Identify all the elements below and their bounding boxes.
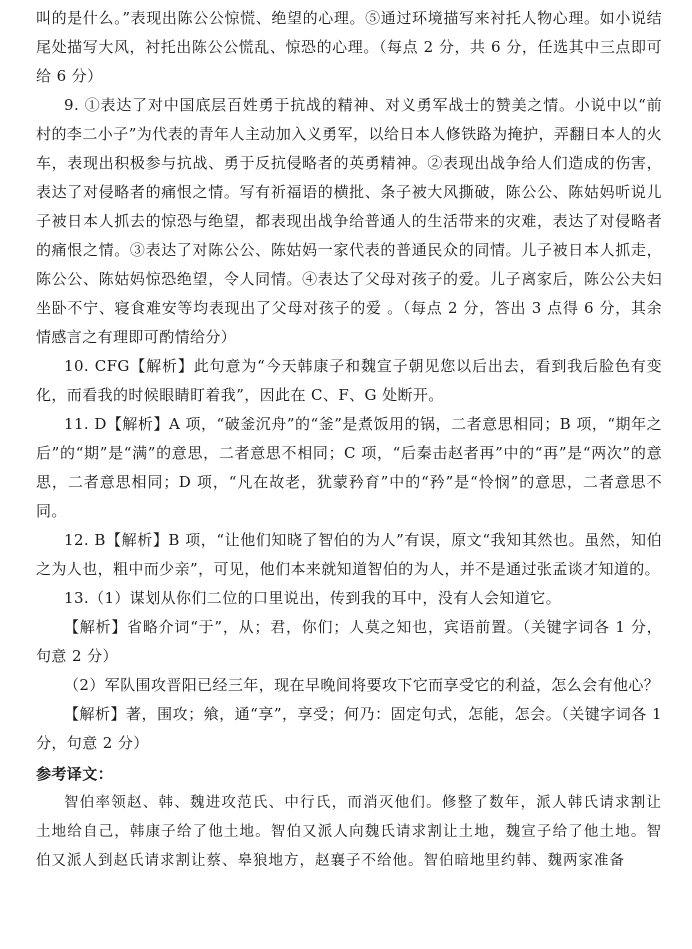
answer-8-tail: 叫的是什么。”表现出陈公公惊慌、绝望的心理。⑤通过环境描写来衬托人物心理。如小说结尾处描写大风，衬托出陈公公慌乱、惊恐的心理。（每点 2 分，共 6 分，任选其中三点即可给 6 分） xyxy=(36,9,662,85)
answer-12: 12. B【解析】B 项，“让他们知晓了智伯的为人”有误，原文“我知其然也。虽然，知伯之为人也，粗中而少亲”，可见，他们本来就知道智伯的为人，并不是通过张孟谈才知道的。 xyxy=(36,531,662,578)
answer-13-1: 13.（1）谋划从你们二位的口里说出，传到我的耳中，没有人会知道它。 xyxy=(64,589,562,607)
answer-11: 11. D【解析】A 项，“破釜沉舟”的“釜”是煮饭用的锅，二者意思相同；B 项，“期年之后”的“期”是“满”的意思，二者意思不相同；C 项，“后秦击赵者再”中的“再”是“两次”的意思，二者意思相同；D 项，“凡在故老，犹蒙矜育”中的“矜”是“怜悯”的意思，二者意思不同。 xyxy=(36,415,662,520)
answer-13-2-analysis: 【解析】著，围攻；飨，通“享”，享受；何乃：固定句式，怎能，怎会。（关键字词各 1 分，句意 2 分） xyxy=(36,705,662,752)
answer-9: 9. ①表达了对中国底层百姓勇于抗战的精神、对义勇军战士的赞美之情。小说中以“前村的李二小子”为代表的青年人主动加入义勇军，以给日本人修铁路为掩护，弄翻日本人的火车，表现出积极参与抗战、勇于反抗侵略者的英勇精神。②表现出战争给人们造成的伤害，表达了对侵略者的痛恨之情。写有祈福语的横批、条子被大风撕破，陈公公、陈姑妈听说儿子被日本人抓去的惊恐与绝望，都表现出战争给普通人的生活带来的灾难，表达了对侵略者的痛恨之情。③表达了对陈公公、陈姑妈一家代表的普通民众的同情。儿子被日本人抓走，陈公公、陈姑妈惊恐绝望，令人同情。④表达了父母对孩子的爱。儿子离家后，陈公公夫妇坐卧不宁、寝食难安等均表现出了父母对孩子的爱 。（每点 2 分，答出 3 点得 6 分，其余情感言之有理即可酌情给分） xyxy=(36,96,662,346)
reference-translation-text: 智伯率领赵、韩、魏进攻范氏、中行氏，而消灭他们。修整了数年，派人韩氏请求割让土地给自己，韩康子给了他土地。智伯又派人向魏氏请求割让土地，魏宣子给了他土地。智伯又派人到赵氏请求割让蔡、皋狼地方，赵襄子不给他。智伯暗地里约韩、魏两家准备 xyxy=(36,795,662,869)
answer-10: 10. CFG【解析】此句意为“今天韩康子和魏宣子朝见您以后出去，看到我后脸色有变化，而看我的时候眼睛盯着我”，因此在 C、F、G 处断开。 xyxy=(36,357,662,404)
reference-translation-heading: 参考译文： xyxy=(36,765,114,783)
answer-13-2: （2）军队围攻晋阳已经三年，现在早晚间将要攻下它而享受它的利益，怎么会有他心？ xyxy=(64,676,660,694)
answer-13-1-analysis: 【解析】省略介词“于”，从；君，你们；人莫之知也，宾语前置。（关键字词各 1 分，句意 2 分） xyxy=(36,618,662,665)
